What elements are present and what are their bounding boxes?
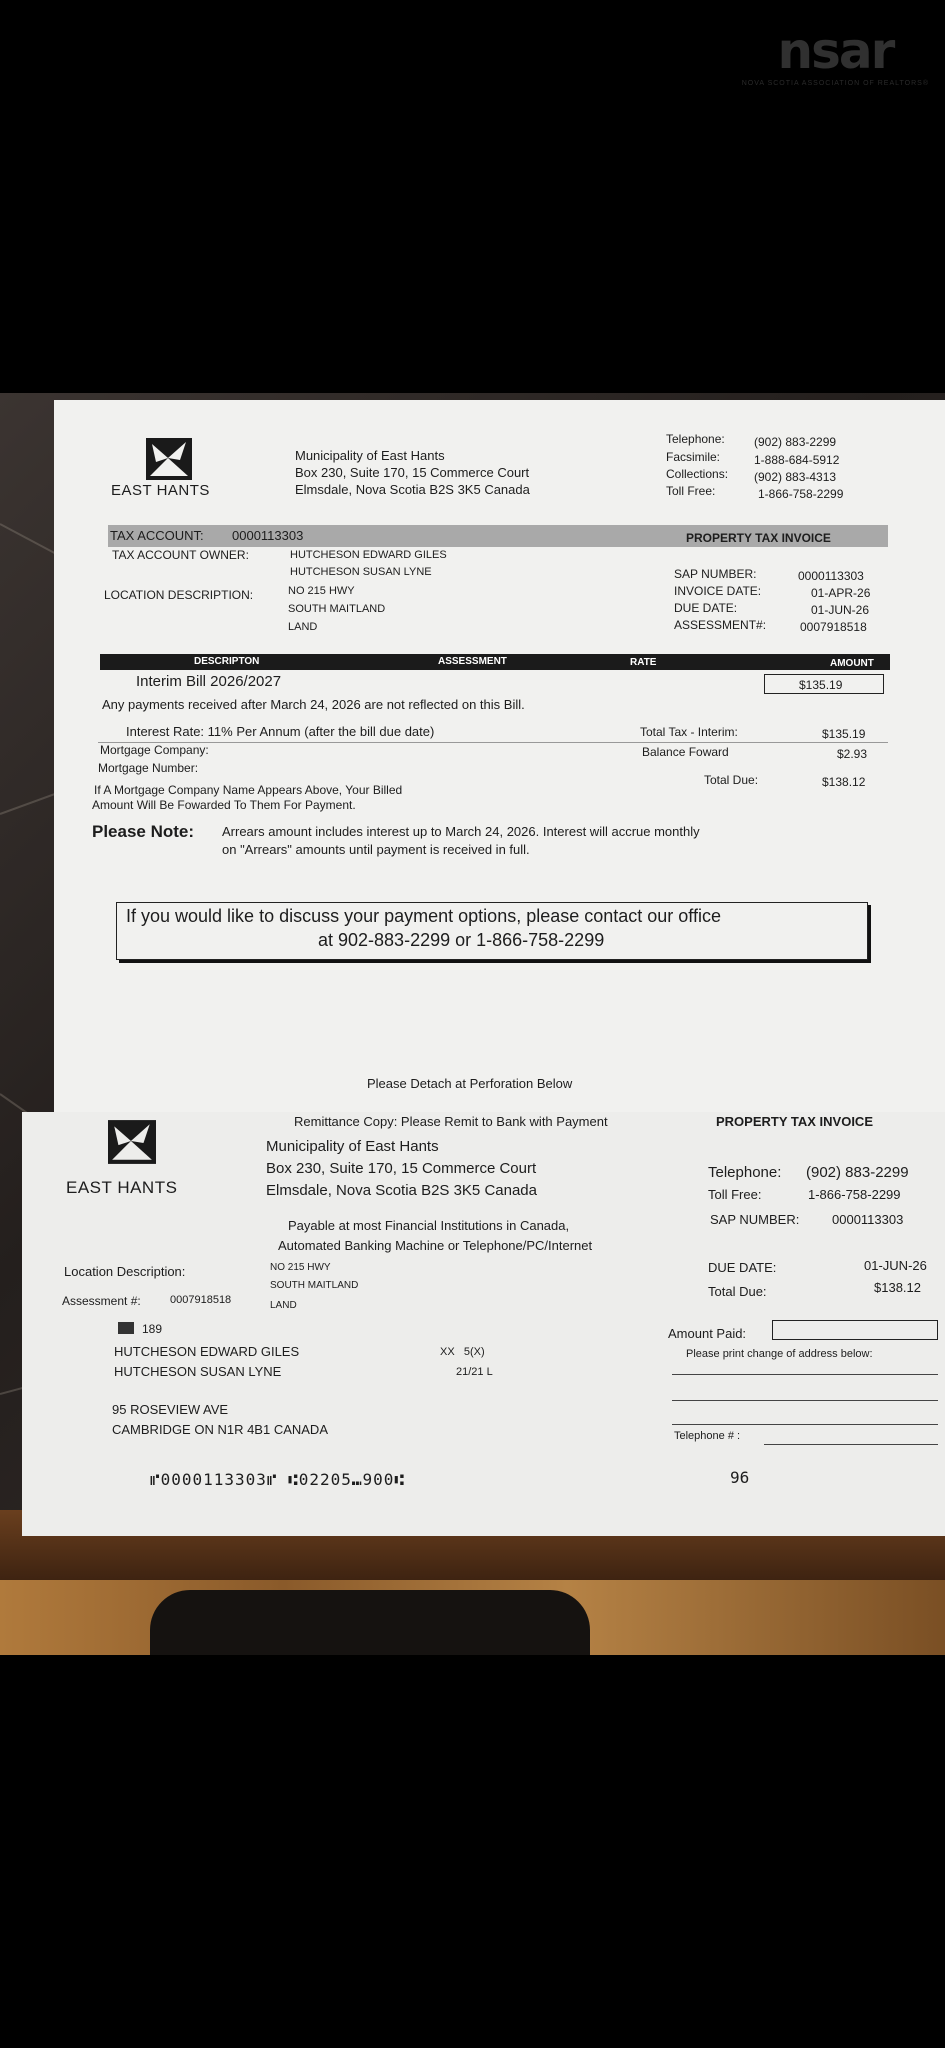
remittance-section: [22, 1112, 945, 1536]
invoice-date-value: 01-APR-26: [811, 586, 871, 600]
mortgage-company-label: Mortgage Company:: [100, 743, 209, 757]
change-address-label: Please print change of address below:: [686, 1348, 873, 1360]
remit-sap-value: 0000113303: [832, 1212, 904, 1227]
please-note-line-1: Arrears amount includes interest up to March 24, 2026. Interest will accrue monthly: [222, 824, 700, 839]
contact-line-2: at 902-883-2299 or 1-866-758-2299: [318, 930, 605, 950]
remit-tollfree-label: Toll Free:: [708, 1187, 762, 1202]
bill-amount: $135.19: [799, 678, 843, 692]
location-3: LAND: [288, 621, 318, 633]
detach-note: Please Detach at Perforation Below: [367, 1076, 573, 1091]
invoice-date-label: INVOICE DATE:: [674, 584, 762, 598]
total-tax-label: Total Tax - Interim:: [640, 725, 738, 739]
sap-label: SAP NUMBER:: [674, 567, 757, 581]
tax-account-number: 0000113303: [232, 528, 304, 543]
fax-value: 1-888-684-5912: [754, 453, 840, 467]
table-header-bar: [100, 654, 890, 670]
due-date-label: DUE DATE:: [674, 601, 738, 615]
remit-owner-2: HUTCHESON SUSAN LYNE: [114, 1364, 282, 1379]
small-logo-icon: [118, 1322, 134, 1334]
east-hants-logo-icon: [146, 438, 192, 480]
remit-total-due-label: Total Due:: [708, 1284, 767, 1299]
bill-description: Interim Bill 2026/2027: [136, 673, 282, 690]
telephone-label: Telephone:: [666, 432, 725, 446]
amount-paid-box: [772, 1320, 938, 1340]
divider: [98, 742, 888, 743]
code-1: XX 5(X): [440, 1346, 485, 1358]
fax-label: Facsimile:: [666, 450, 721, 464]
mortgage-note-2: Amount Will Be Fowarded To Them For Payment.: [92, 798, 356, 812]
tollfree-label: Toll Free:: [666, 484, 716, 498]
shadow: [150, 1590, 590, 1655]
remit-municipality: Municipality of East Hants: [266, 1138, 439, 1155]
please-note-label: Please Note:: [92, 822, 195, 841]
remit-assessment-value: 0007918518: [170, 1294, 232, 1306]
invoice-title: PROPERTY TAX INVOICE: [686, 531, 831, 545]
collections-label: Collections:: [666, 467, 729, 481]
remit-total-due-value: $138.12: [874, 1280, 921, 1295]
remit-east-hants-logo-icon: [108, 1120, 156, 1164]
mortgage-note-1: If A Mortgage Company Name Appears Above, Your Billed: [94, 783, 403, 797]
payable-line-1: Payable at most Financial Institutions in Canada,: [288, 1218, 570, 1233]
total-due-value: $138.12: [822, 775, 866, 789]
remit-address-1: Box 230, Suite 170, 15 Commerce Court: [266, 1160, 537, 1177]
please-note-line-2: on "Arrears" amounts until payment is received in full.: [222, 842, 530, 857]
assessment-label: ASSESSMENT#:: [674, 618, 767, 632]
address-line-c: [672, 1424, 938, 1425]
col-rate: RATE: [630, 657, 657, 668]
address-line-a: [672, 1374, 938, 1375]
remit-location-2: SOUTH MAITLAND: [270, 1280, 359, 1291]
sequence-number: 189: [142, 1322, 163, 1336]
address-line-b: [672, 1400, 938, 1401]
collections-value: (902) 883-4313: [754, 470, 837, 484]
remit-sap-label: SAP NUMBER:: [710, 1212, 800, 1227]
remit-location-label: Location Description:: [64, 1264, 186, 1279]
remit-address-2: Elmsdale, Nova Scotia B2S 3K5 Canada: [266, 1182, 537, 1199]
total-due-label: Total Due:: [704, 773, 759, 787]
remit-owner-1: HUTCHESON EDWARD GILES: [114, 1344, 300, 1359]
invoice-top-section: [54, 400, 945, 1112]
telephone-value: (902) 883-2299: [754, 435, 837, 449]
org-name: EAST HANTS: [111, 482, 210, 499]
contact-line-1: If you would like to discuss your payment options, please contact our office: [126, 906, 721, 926]
balance-forward-value: $2.93: [837, 747, 868, 761]
address-line-1: Box 230, Suite 170, 15 Commerce Court: [295, 465, 530, 480]
remit-invoice-title: PROPERTY TAX INVOICE: [716, 1114, 873, 1129]
remit-telephone-value: (902) 883-2299: [806, 1164, 909, 1181]
remit-tollfree-value: 1-866-758-2299: [808, 1187, 901, 1202]
sap-value: 0000113303: [798, 569, 864, 583]
tax-account-label: TAX ACCOUNT:: [110, 528, 204, 543]
col-assessment: ASSESSMENT: [438, 656, 507, 667]
assessment-value: 0007918518: [800, 620, 867, 634]
payments-note: Any payments received after March 24, 2026 are not reflected on this Bill.: [102, 697, 525, 712]
remit-due-date-label: DUE DATE:: [708, 1260, 777, 1275]
owner-2: HUTCHESON SUSAN LYNE: [290, 566, 432, 578]
due-date-value: 01-JUN-26: [811, 603, 870, 617]
owner-label: TAX ACCOUNT OWNER:: [112, 548, 249, 562]
nsar-watermark: [741, 22, 929, 87]
remittance-title: Remittance Copy: Please Remit to Bank with Payment: [294, 1114, 608, 1129]
col-amount: AMOUNT: [830, 658, 874, 669]
tollfree-value: 1-866-758-2299: [758, 487, 844, 501]
remit-org-name: EAST HANTS: [66, 1178, 178, 1197]
telephone-hash-line: [764, 1444, 938, 1445]
mailing-street: 95 ROSEVIEW AVE: [112, 1402, 229, 1417]
amount-paid-label: Amount Paid:: [668, 1326, 747, 1341]
total-tax-value: $135.19: [822, 727, 866, 741]
remit-location-1: NO 215 HWY: [270, 1262, 331, 1273]
location-1: NO 215 HWY: [288, 585, 355, 597]
mailing-city: CAMBRIDGE ON N1R 4B1 CANADA: [112, 1422, 328, 1437]
watermark-logo: nsar: [777, 22, 894, 80]
watermark-tagline: NOVA SCOTIA ASSOCIATION OF REALTORS®: [741, 80, 929, 87]
owner-1: HUTCHESON EDWARD GILES: [290, 549, 447, 561]
micr-line: ⑈0000113303⑈ ⑆02205⑉900⑆: [150, 1470, 406, 1489]
municipality-name: Municipality of East Hants: [295, 448, 445, 463]
address-line-2: Elmsdale, Nova Scotia B2S 3K5 Canada: [295, 482, 530, 497]
location-2: SOUTH MAITLAND: [288, 603, 386, 615]
code-2: 21/21 L: [456, 1366, 493, 1378]
remit-telephone-label: Telephone:: [708, 1164, 782, 1181]
remit-due-date-value: 01-JUN-26: [864, 1258, 927, 1273]
balance-forward-label: Balance Foward: [642, 745, 729, 759]
mortgage-number-label: Mortgage Number:: [98, 761, 199, 775]
col-description: DESCRIPTON: [194, 656, 260, 667]
telephone-hash-label: Telephone # :: [674, 1430, 741, 1442]
payable-line-2: Automated Banking Machine or Telephone/PC/Internet: [278, 1238, 593, 1253]
interest-rate: Interest Rate: 11% Per Annum (after the bill due date): [126, 724, 435, 739]
location-label: LOCATION DESCRIPTION:: [104, 588, 254, 602]
remit-location-3: LAND: [270, 1300, 297, 1311]
handwritten-number: 96: [730, 1468, 750, 1487]
remit-assessment-label: Assessment #:: [62, 1294, 141, 1308]
